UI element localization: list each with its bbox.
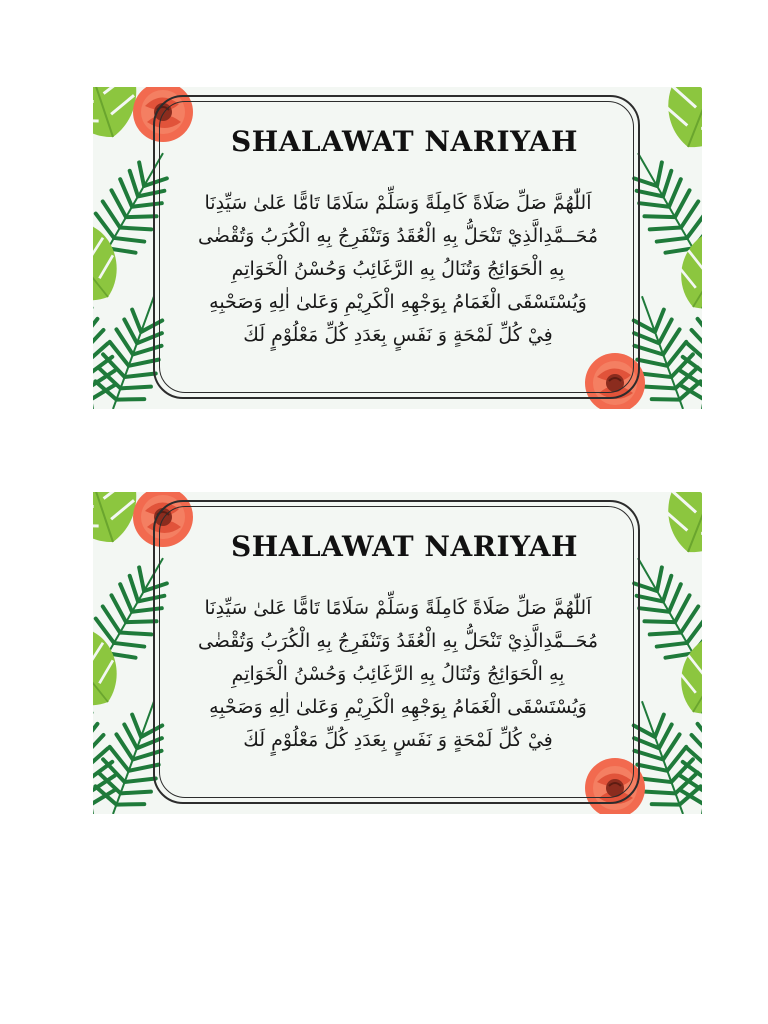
card-title: SHALAWAT NARIYAH bbox=[231, 530, 578, 563]
prayer-line: اَللّٰهُمَّ صَلِّ صَلَاةً كَامِلَةً وَسَلِّمْ سَلَامًا تَامًّا عَلىٰ سَيِّدِنَا bbox=[204, 597, 592, 619]
prayer-line: بِهِ الْحَوَائِجُ وَتُنَالُ بِهِ الرَّغَائِبُ وَحُسْنُ الْخَوَاتِمِ bbox=[231, 663, 565, 685]
prayer-line: اَللّٰهُمَّ صَلِّ صَلَاةً كَامِلَةً وَسَلِّمْ سَلَامًا تَامًّا عَلىٰ سَيِّدِنَا bbox=[204, 192, 592, 214]
monstera-leaf-icon bbox=[654, 492, 702, 566]
prayer-line: فِيْ كُلِّ لَمْحَةٍ وَ نَفَسٍ بِعَدَدِ كُلِّ مَعْلُوْمٍ لَكَ bbox=[243, 324, 553, 346]
prayer-line: وَيُسْتَسْقَى الْغَمَامُ بِوَجْهِهِ الْكَرِيْمِ وَعَلىٰ اٰلِهِ وَصَحْبِهِ bbox=[209, 291, 587, 313]
card-title: SHALAWAT NARIYAH bbox=[231, 125, 578, 158]
monstera-leaf-icon bbox=[654, 87, 702, 161]
prayer-line: مُحَــمَّدِالَّذِيْ تَنْحَلُّ بِهِ الْعُقَدُ وَتَنْفَرِجُ بِهِ الْكُرَبُ وَتُقْضٰى bbox=[197, 630, 599, 652]
prayer-text bbox=[173, 187, 623, 352]
prayer-line: وَيُسْتَسْقَى الْغَمَامُ بِوَجْهِهِ الْكَرِيْمِ وَعَلىٰ اٰلِهِ وَصَحْبِهِ bbox=[209, 696, 587, 718]
prayer-line: مُحَــمَّدِالَّذِيْ تَنْحَلُّ بِهِ الْعُقَدُ وَتَنْفَرِجُ بِهِ الْكُرَبُ وَتُقْضٰى bbox=[197, 225, 599, 247]
prayer-text bbox=[173, 592, 623, 757]
prayer-line: بِهِ الْحَوَائِجُ وَتُنَالُ بِهِ الرَّغَائِبُ وَحُسْنُ الْخَوَاتِمِ bbox=[231, 258, 565, 280]
prayer-line: فِيْ كُلِّ لَمْحَةٍ وَ نَفَسٍ بِعَدَدِ كُلِّ مَعْلُوْمٍ لَكَ bbox=[243, 729, 553, 751]
card-1 bbox=[93, 87, 702, 409]
card-2 bbox=[93, 492, 702, 814]
